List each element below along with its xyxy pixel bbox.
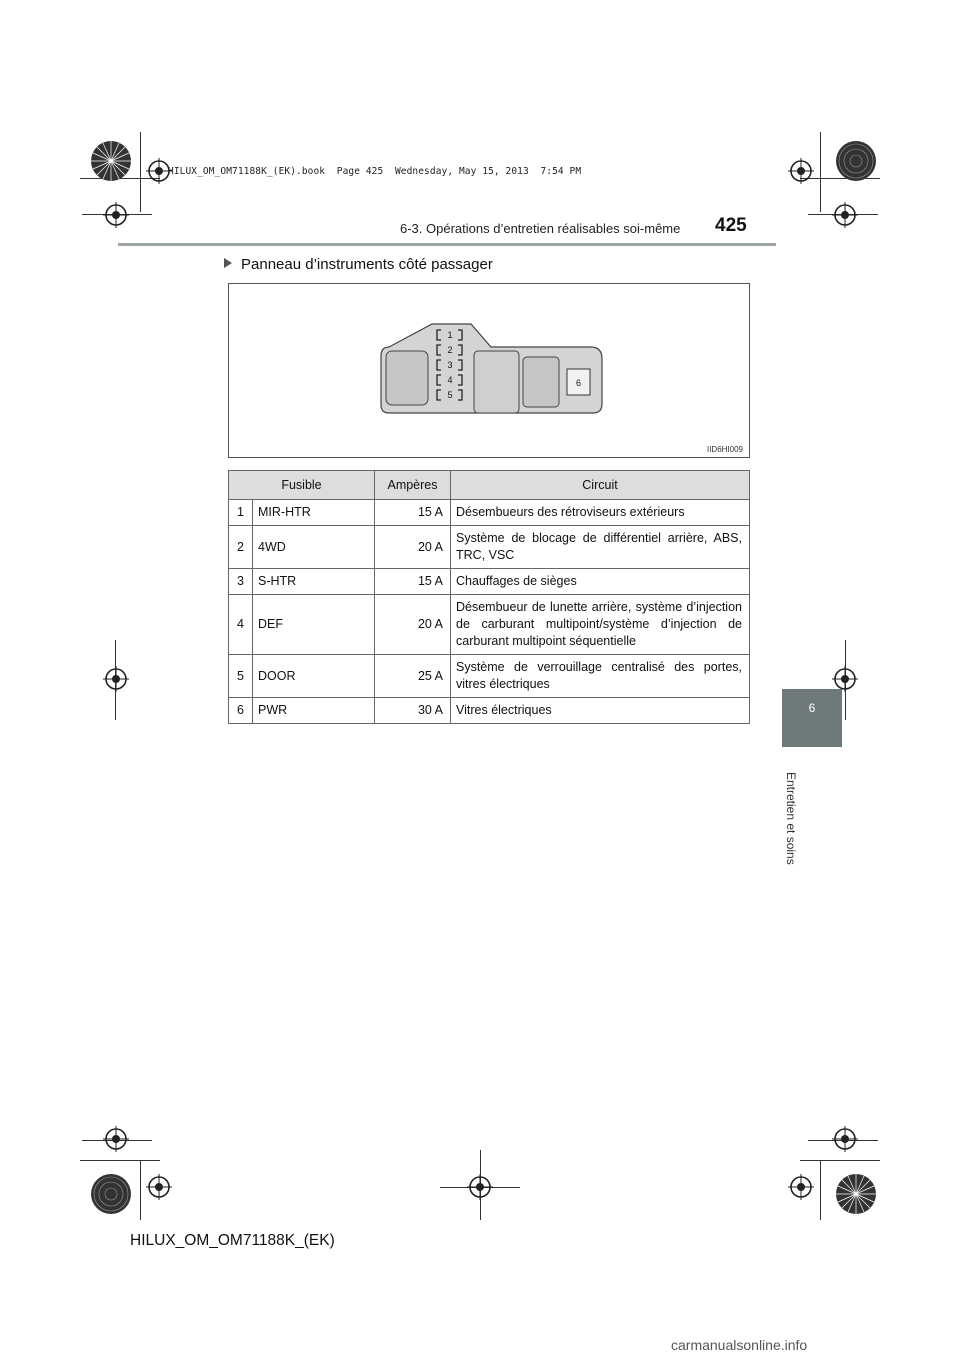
registration-rosette-icon	[835, 140, 877, 182]
triangle-bullet-icon	[224, 258, 232, 268]
book-stamp: HILUX_OM_OM71188K_(EK).book Page 425 Wednesday, May 15, 2013 7:54 PM	[168, 166, 582, 177]
table-header-row	[229, 471, 750, 500]
fuse-table	[228, 470, 750, 724]
table-row	[229, 698, 750, 724]
section-heading	[224, 256, 493, 273]
registration-rosette-icon	[90, 140, 132, 182]
column-header-fuse: Fusible	[229, 471, 375, 500]
table-row	[229, 500, 750, 526]
registration-rosette-icon	[90, 1173, 132, 1215]
fuse-circuit: Système de verrouillage centralisé des portes, vitres électriques	[451, 655, 750, 698]
fuse-number: 3	[229, 569, 253, 595]
fuse-circuit: Désembueur de lunette arrière, système d’injection de carburant multipoint/système d’injection de carburant multipoint séquentielle	[451, 595, 750, 655]
fuse-number: 5	[229, 655, 253, 698]
table-row	[229, 655, 750, 698]
fuse-circuit: Désembueurs des rétroviseurs extérieurs	[451, 500, 750, 526]
fuse-circuit: Système de blocage de différentiel arrière, ABS, TRC, VSC	[451, 526, 750, 569]
fuse-name: DOOR	[253, 655, 375, 698]
fuse-label-3: 3	[447, 360, 453, 370]
fuse-amperage: 15 A	[375, 500, 451, 526]
chapter-side-title	[760, 772, 820, 865]
fuse-amperage: 20 A	[375, 526, 451, 569]
fuse-label-2: 2	[447, 345, 453, 355]
registration-target-icon	[103, 1126, 129, 1152]
column-header-amperes: Ampères	[375, 471, 451, 500]
header-rule	[118, 243, 776, 246]
registration-target-icon	[467, 1174, 493, 1200]
registration-target-icon	[103, 666, 129, 692]
fuse-number: 1	[229, 500, 253, 526]
watermark: carmanualsonline.info	[671, 1337, 808, 1353]
chapter-tab	[782, 689, 842, 747]
diagram-code: IID6HI009	[706, 445, 743, 454]
fuse-amperage: 20 A	[375, 595, 451, 655]
fuse-amperage: 30 A	[375, 698, 451, 724]
column-header-circuit: Circuit	[451, 471, 750, 500]
registration-target-icon	[146, 1174, 172, 1200]
fuse-number: 4	[229, 595, 253, 655]
fuse-box-diagram	[228, 283, 750, 458]
fuse-circuit: Chauffages de sièges	[451, 569, 750, 595]
registration-rosette-icon	[835, 1173, 877, 1215]
fuse-label-1: 1	[447, 330, 453, 340]
registration-target-icon	[832, 202, 858, 228]
chapter-number: 6	[808, 701, 816, 715]
fuse-circuit: Vitres électriques	[451, 698, 750, 724]
fuse-amperage: 25 A	[375, 655, 451, 698]
fuse-amperage: 15 A	[375, 569, 451, 595]
fuse-number: 6	[229, 698, 253, 724]
registration-target-icon	[832, 1126, 858, 1152]
fuse-label-6: 6	[575, 378, 582, 388]
fuse-box-illustration	[229, 284, 749, 457]
table-row	[229, 569, 750, 595]
fuse-name: PWR	[253, 698, 375, 724]
registration-target-icon	[788, 1174, 814, 1200]
table-row	[229, 595, 750, 655]
fuse-name: S-HTR	[253, 569, 375, 595]
footer-model-code: HILUX_OM_OM71188K_(EK)	[130, 1232, 335, 1249]
fuse-name: DEF	[253, 595, 375, 655]
section-heading-text: Panneau d’instruments côté passager	[241, 256, 493, 273]
header-section-title: 6-3. Opérations d’entretien réalisables soi-même	[400, 221, 681, 236]
fuse-number: 2	[229, 526, 253, 569]
registration-target-icon	[103, 202, 129, 228]
fuse-name: 4WD	[253, 526, 375, 569]
table-row	[229, 526, 750, 569]
fuse-label-5: 5	[447, 390, 453, 400]
chapter-title: Entretien et soins	[784, 772, 798, 865]
fuse-name: MIR-HTR	[253, 500, 375, 526]
fuse-label-4: 4	[447, 375, 453, 385]
page-number: 425	[715, 215, 747, 236]
registration-target-icon	[788, 158, 814, 184]
